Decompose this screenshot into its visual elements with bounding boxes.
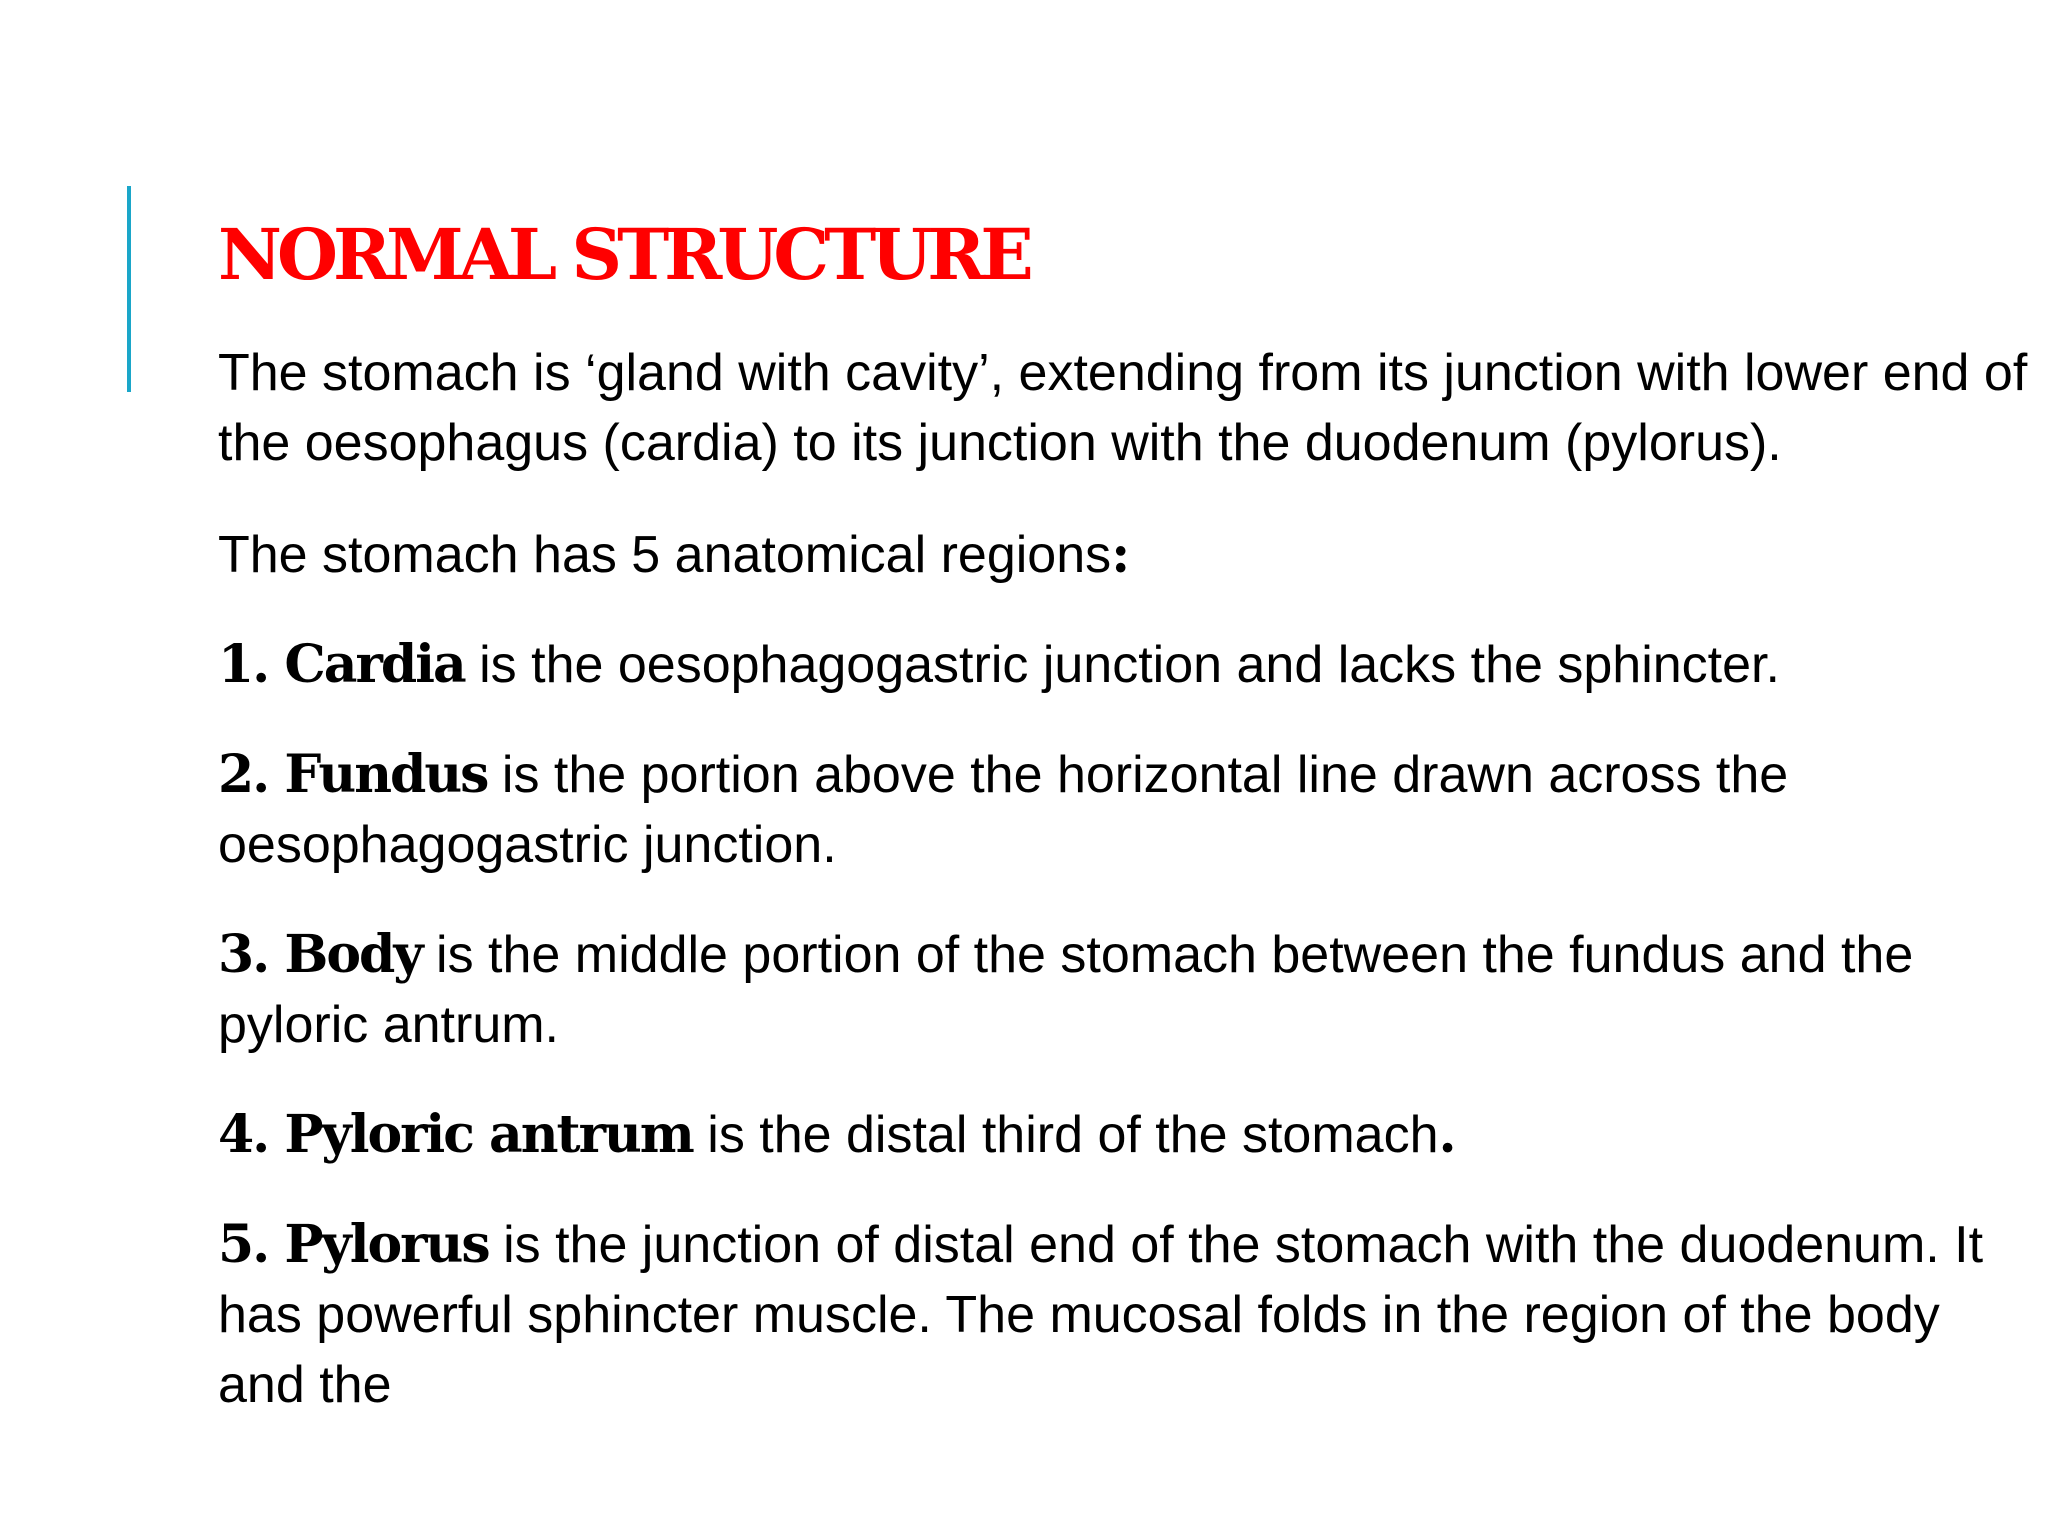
- list-item-cardia: [218, 630, 2028, 700]
- item-text-fundus: is the portion above the horizontal line drawn across the oesophagogastric junction.: [218, 746, 1789, 874]
- item-text-pylorus: is the junction of distal end of the stomach with the duodenum. It has powerful sphincter muscle. The mucosal folds in the region of the body and the: [218, 1216, 1984, 1414]
- term-cardia: 1. Cardia: [218, 634, 465, 695]
- accent-bar: [127, 186, 131, 392]
- list-item-body: [218, 920, 2028, 1060]
- term-pyloric-antrum: 4. Pyloric antrum: [218, 1104, 693, 1165]
- list-item-pyloric-antrum: [218, 1100, 2028, 1170]
- item-text-cardia: is the oesophagogastric junction and lacks the sphincter.: [464, 636, 1780, 694]
- intro-paragraph: The stomach is ‘gland with cavity’, extending from its junction with lower end of the oesophagus (cardia) to its junction with the duodenum (pylorus).: [218, 344, 2028, 472]
- regions-colon: :: [1111, 524, 1131, 585]
- slide-content: [218, 338, 2028, 1420]
- term-pylorus: 5. Pylorus: [218, 1214, 489, 1275]
- item-tail-pyloric-antrum: .: [1438, 1104, 1457, 1165]
- list-item-fundus: [218, 740, 2028, 880]
- term-fundus: 2. Fundus: [218, 744, 488, 805]
- slide-title: NORMAL STRUCTURE: [218, 213, 1029, 296]
- list-item-pylorus: [218, 1210, 2028, 1420]
- item-text-pyloric-antrum: is the distal third of the stomach: [692, 1106, 1439, 1164]
- item-text-body: is the middle portion of the stomach between the fundus and the pyloric antrum.: [218, 926, 1914, 1054]
- regions-lead-text: The stomach has 5 anatomical regions: [218, 526, 1112, 584]
- regions-lead-paragraph: [218, 520, 2028, 590]
- term-body: 3. Body: [218, 924, 422, 985]
